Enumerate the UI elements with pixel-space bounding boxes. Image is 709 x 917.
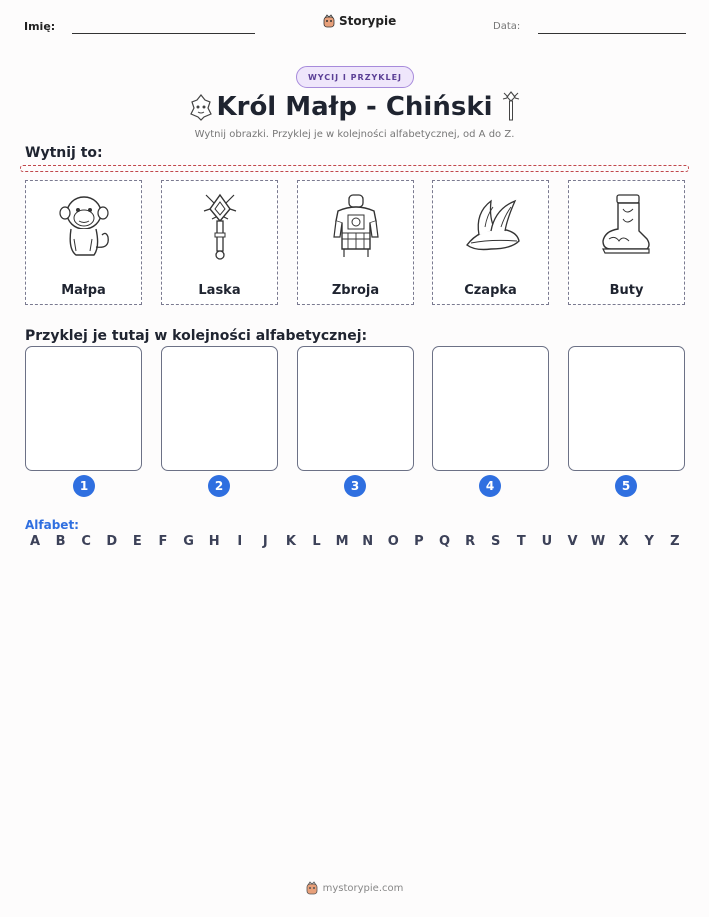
slot-number-badge: 3 [344, 475, 366, 497]
alphabet-letter: G [183, 534, 194, 549]
alphabet-letter: D [106, 534, 118, 549]
cut-line [20, 165, 689, 172]
alphabet-letter: J [262, 534, 268, 549]
paste-slot-2[interactable] [161, 346, 278, 471]
cut-card-staff[interactable] [161, 180, 278, 305]
name-label: Imię: [24, 20, 56, 33]
footer-url[interactable]: mystorypie.com [322, 882, 404, 894]
storypie-logo-icon [306, 881, 318, 895]
card-label: Laska [198, 283, 241, 298]
alphabet-letter: U [541, 534, 553, 549]
name-field[interactable] [72, 33, 255, 34]
alphabet-letter: N [362, 534, 374, 549]
cut-card-monkey[interactable] [25, 180, 142, 305]
alphabet-letter: O [387, 534, 399, 549]
monkey-icon [54, 189, 114, 261]
alphabet-letter: M [335, 534, 349, 549]
date-field[interactable] [538, 33, 686, 34]
alphabet-letter: V [567, 534, 578, 549]
paste-slot-3[interactable] [297, 346, 414, 471]
cut-heading: Wytnij to: [25, 145, 103, 161]
alphabet-letter: R [465, 534, 476, 549]
page-title: Król Małp - Chiński [216, 92, 493, 122]
activity-badge: WYCIJ I PRZYKLEJ [296, 66, 414, 88]
paste-heading: Przyklej je tutaj w kolejności alfabetycznej: [25, 328, 368, 344]
date-label: Data: [493, 21, 521, 32]
alphabet-letter: I [237, 534, 243, 549]
alphabet-row [25, 534, 685, 549]
staff-small-icon [500, 90, 522, 122]
cap-icon [461, 189, 523, 261]
brand-logo [323, 14, 396, 28]
alphabet-letter: F [158, 534, 168, 549]
alphabet-letter: A [29, 534, 41, 549]
card-label: Buty [609, 283, 644, 298]
alphabet-letter: H [208, 534, 220, 549]
alphabet-letter: E [132, 534, 142, 549]
slot-number-badge: 1 [73, 475, 95, 497]
slot-number-badge: 4 [479, 475, 501, 497]
card-label: Zbroja [331, 283, 380, 298]
instructions: Wytnij obrazki. Przyklej je w kolejności alfabetycznej, od A do Z. [194, 129, 515, 140]
slot-number-badge: 2 [208, 475, 230, 497]
boot-icon [597, 189, 657, 261]
footer [0, 881, 709, 895]
paste-slot-5[interactable] [568, 346, 685, 471]
paste-slot-4[interactable] [432, 346, 549, 471]
slot-number-badge: 5 [615, 475, 637, 497]
armor-icon [326, 189, 386, 261]
card-label: Małpa [61, 283, 106, 298]
alphabet-letter: Z [670, 534, 680, 549]
cut-card-cap[interactable] [432, 180, 549, 305]
alphabet-letter: Y [644, 534, 654, 549]
alphabet-letter: X [618, 534, 629, 549]
staff-icon [190, 189, 250, 261]
cut-card-armor[interactable] [297, 180, 414, 305]
alphabet-letter: W [590, 534, 606, 549]
alphabet-letter: C [81, 534, 91, 549]
alphabet-letter: B [55, 534, 66, 549]
cut-card-boots[interactable] [568, 180, 685, 305]
paste-slot-1[interactable] [25, 346, 142, 471]
alphabet-letter: K [285, 534, 296, 549]
card-label: Czapka [464, 283, 517, 298]
storypie-logo-icon [323, 14, 335, 28]
alphabet-letter: L [312, 534, 321, 549]
alphabet-letter: P [414, 534, 424, 549]
alphabet-heading: Alfabet: [25, 518, 79, 532]
alphabet-letter: S [491, 534, 501, 549]
brand-name: Storypie [339, 14, 397, 28]
alphabet-letter: Q [438, 534, 451, 549]
alphabet-letter: T [516, 534, 526, 549]
